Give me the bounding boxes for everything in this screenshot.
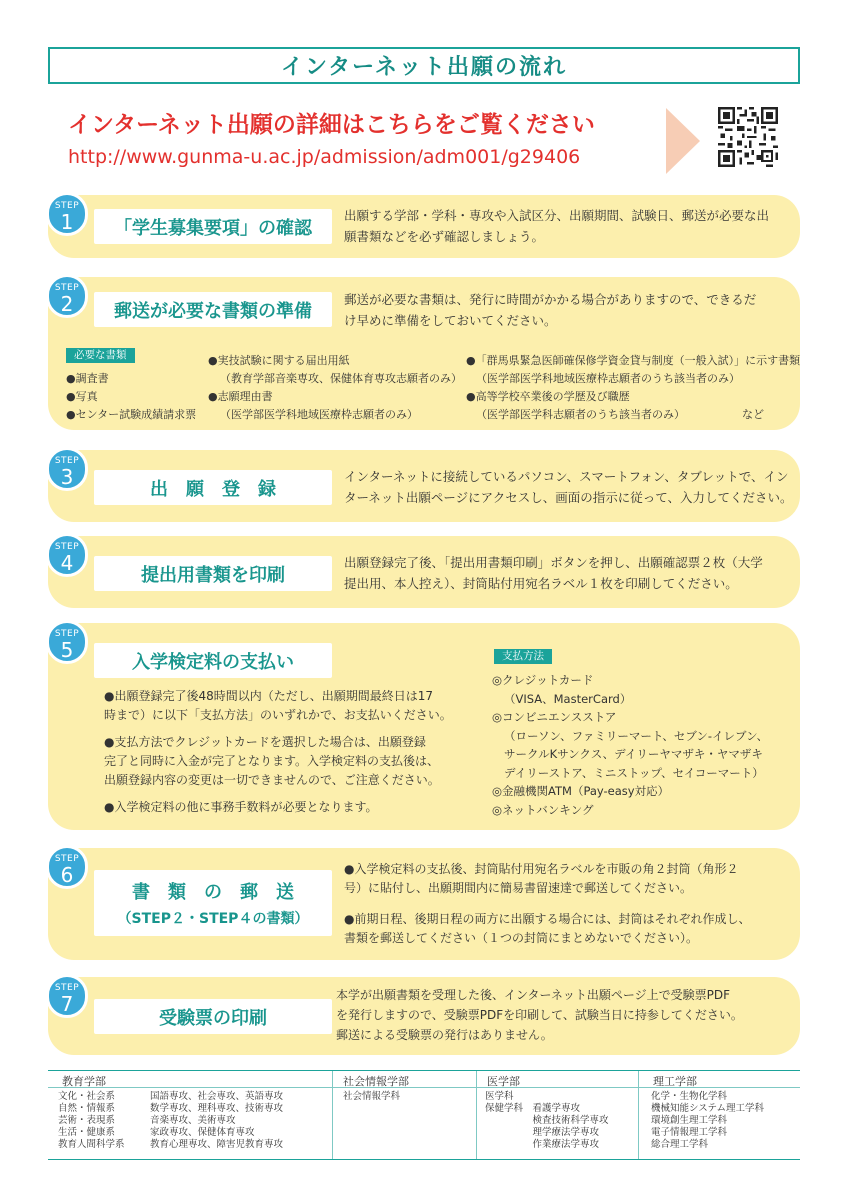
detail-url-link[interactable]: http://www.gunma-u.ac.jp/admission/adm001/g29406 (68, 146, 581, 168)
payment-methods-tag: 支払方法 (494, 649, 552, 664)
step-7-description: 本学が出願書類を受理した後、インターネット出願ページ上で受験票PDF を発行しますので、受験票PDFを印刷して、試験当日に持参してください。 郵送による受験票の発行はありません。 (336, 988, 743, 1042)
step-1-label: 「学生募集要項」の確認 (94, 209, 332, 244)
step-1-description: 出願する学部・学科・専攻や入試区分、出願期間、試験日、郵送が必要な出 願書類などを必ず確認しましょう。 (344, 208, 770, 244)
step-1-badge: STEP 1 (46, 192, 88, 236)
step-4-description: 出願登録完了後、「提出用書類印刷」ボタンを押し、出願確認票２枚（大学 提出用、本人控え）、封筒貼付用宛名ラベル１枚を印刷してください。 (344, 555, 763, 591)
step-3-badge: STEP 3 (46, 447, 88, 491)
step-5-card (48, 623, 800, 830)
step-5-label: 入学検定料の支払い (94, 643, 332, 678)
required-documents-tag: 必要な書類 (66, 348, 135, 363)
step-2-badge: STEP 2 (46, 274, 88, 318)
step-2-label: 郵送が必要な書類の準備 (94, 292, 332, 327)
documents-etc: など (742, 408, 764, 421)
faculty-social-informatics: 社会情報学部 社会情報学科 (333, 1071, 477, 1159)
step-7-label: 受験票の印刷 (94, 999, 332, 1034)
step-3-label: 出 願 登 録 (94, 470, 332, 505)
faculty-science-engineering: 理工学部 化学・生物化学科 機械知能システム理工学科 環境創生理工学科 電子情報理工学科 総合理工学科 (639, 1071, 800, 1159)
qr-code[interactable] (718, 107, 778, 167)
step-3-card (48, 450, 800, 522)
step-7-card (48, 977, 800, 1055)
step-5-badge: STEP 5 (46, 620, 88, 664)
page-title: インターネット出願の流れ (280, 55, 568, 80)
step-6-label (94, 870, 332, 936)
faculty-medicine: 医学部 医学科 保健学科 看護学専攻 検査技術科学専攻 理学療法学専攻 作業療法学専攻 (477, 1071, 639, 1159)
step-3-description: インターネットに接続しているパソコン、スマートフォン、タブレットで、イン ターネット出願ページにアクセスし、画面の指示に従って、入力してください。 (344, 469, 793, 505)
faculty-education: 教育学部 文化・社会系 自然・情報系 芸術・表現系 生活・健康系 教育人間科学系 国語専攻、社会専攻、英語専攻 数学専攻、理科専攻、技術専攻 音楽専攻、美術専攻 家政専攻、保健体育専攻 教育心理専攻、障害児教育専攻 (48, 1071, 333, 1159)
step-6-card (48, 848, 800, 960)
step-4-badge: STEP 4 (46, 533, 88, 577)
step-4-label: 提出用書類を印刷 (94, 556, 332, 591)
step-4-card (48, 536, 800, 608)
step-2-description: 郵送が必要な書類は、発行に時間がかかる場合がありますので、できるだ け早めに準備をしておいてください。 (344, 292, 757, 328)
step-1-card (48, 195, 800, 258)
step-5-paragraphs: ●出願登録完了後48時間以内（ただし、出願期間最終日は17 時まで）に以下「支払方法」のいずれかで、お支払いください。 ●支払方法でクレジットカードを選択した場合は、出願登録 完了と同時に入金が完了となります。入学検定料の支払後は、 出願登録内容の変更は一切できませんので、ご注意ください。 ●入学検定料の他に事務手数料が必要となります。 (104, 689, 452, 814)
step-6-sublabel: （STEP２・STEP４の書類） (117, 911, 309, 927)
arrow-right-icon (666, 108, 700, 174)
step-7-badge: STEP 7 (46, 974, 88, 1018)
detail-heading: インターネット出願の詳細はこちらをご覧ください (68, 112, 595, 138)
step-6-label-main: 書 類 の 郵 送 (132, 882, 294, 903)
step-6-badge: STEP 6 (46, 845, 88, 889)
faculty-table (48, 1070, 800, 1160)
step-2-card: 郵送が必要な書類の準備 郵送が必要な書類は、発行に時間がかかる場合がありますので、できるだ け早めに準備をしておいてください。 必要な書類 ●調査書 ●写真 ●センター試験成績請求票 ●実技試験に関する届出用紙 （教育学部音楽専攻、保健体育専攻志願者のみ） ●志願理由書 （医学部医学科地域医療枠志願者のみ） ●「群馬県緊急医師確保修学資金貸与制度（一般入試）」に示す書類 （医学部医学科地域医療枠志願者のうち該当者のみ） ●高等学校卒業後の学歴及び職歴 （医学部医学科志願者のうち該当者のみ） など (48, 277, 800, 430)
page-title-box (48, 47, 800, 84)
payment-methods-list: ◎クレジットカード （VISA、MasterCard） ◎コンビニエンスストア （ローソン、ファミリーマート、セブン-イレブン、 サークルKサンクス、デイリーヤマザキ・ヤマザキ デイリーストア、ミニストップ、セイコーマート） ◎金融機関ATM（Pay-easy対応） ◎ネットバンキング (492, 673, 769, 817)
step-6-paragraphs: ●入学検定料の支払後、封筒貼付用宛名ラベルを市販の角２封筒（角形２ 号）に貼付し、出願期間内に簡易書留速達で郵送してください。 ●前期日程、後期日程の両方に出願する場合には、封筒はそれぞれ作成し、 書類を郵送してください（１つの封筒にまとめないでください）。 (344, 862, 751, 945)
